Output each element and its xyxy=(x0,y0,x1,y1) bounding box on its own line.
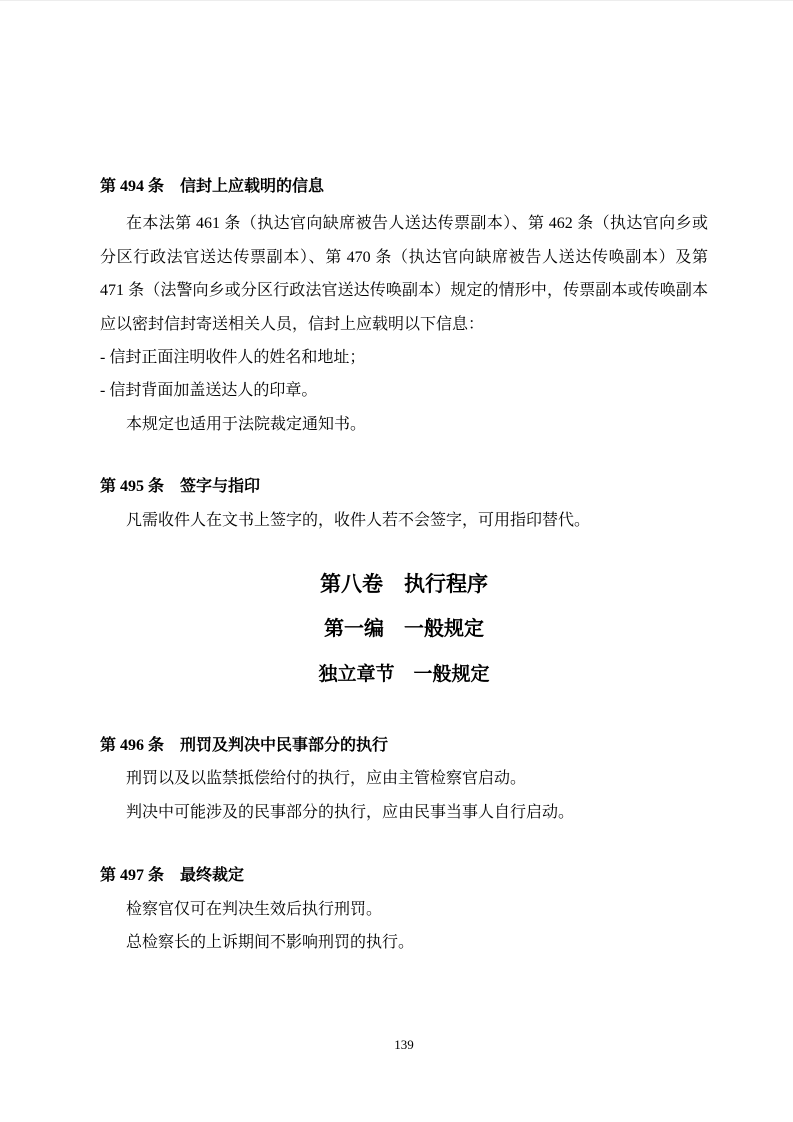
article-496-paragraph-2: 判决中可能涉及的民事部分的执行，应由民事当事人自行启动。 xyxy=(126,803,575,821)
envelope-item-front: - 信封正面注明收件人的姓名和地址； xyxy=(100,349,366,367)
article-495 xyxy=(100,470,708,537)
volume-heading: 第八卷 执行程序 xyxy=(320,572,488,597)
article-497 xyxy=(100,859,708,959)
article-497-paragraph-1: 检察官仅可在判决生效后执行刑罚。 xyxy=(126,900,383,918)
article-496-paragraph-1: 刑罚以及以监禁抵偿给付的执行，应由主管检察官启动。 xyxy=(126,770,527,788)
chapter-heading: 独立章节 一般规定 xyxy=(318,664,490,686)
article-494-heading: 第 494 条 信封上应载明的信息 xyxy=(100,178,325,195)
envelope-item-back: - 信封背面加盖送达人的印章。 xyxy=(100,382,318,400)
book-heading: 第一编 一般规定 xyxy=(324,618,484,641)
page-number: 139 xyxy=(394,1037,414,1052)
article-495-heading: 第 495 条 签字与指印 xyxy=(100,478,261,496)
article-494-intro-paragraph: 在本法第 461 条（执达官向缺席被告人送达传票副本）、第 462 条（执达官向乡或分区行政法官送达传票副本）、第 470 条（执达官向缺席被告人送达传唤副本）及第 471 条（法警向乡或分区行政法官送达传唤副本）规定的情形中，传票副本或传唤副本应以密封信封寄送相关人员，信封上应载明以下信息： xyxy=(100,215,708,333)
article-497-paragraph-2: 总检察长的上诉期间不影响刑罚的执行。 xyxy=(126,934,415,952)
article-495-body-paragraph: 凡需收件人在文书上签字的，收件人若不会签字，可用指印替代。 xyxy=(126,511,591,529)
article-494-closing-paragraph: 本规定也适用于法院裁定通知书。 xyxy=(126,415,367,433)
article-496 xyxy=(100,729,708,829)
article-494 xyxy=(100,170,708,441)
article-497-heading: 第 497 条 最终裁定 xyxy=(100,867,245,885)
article-496-heading: 第 496 条 刑罚及判决中民事部分的执行 xyxy=(100,737,389,755)
